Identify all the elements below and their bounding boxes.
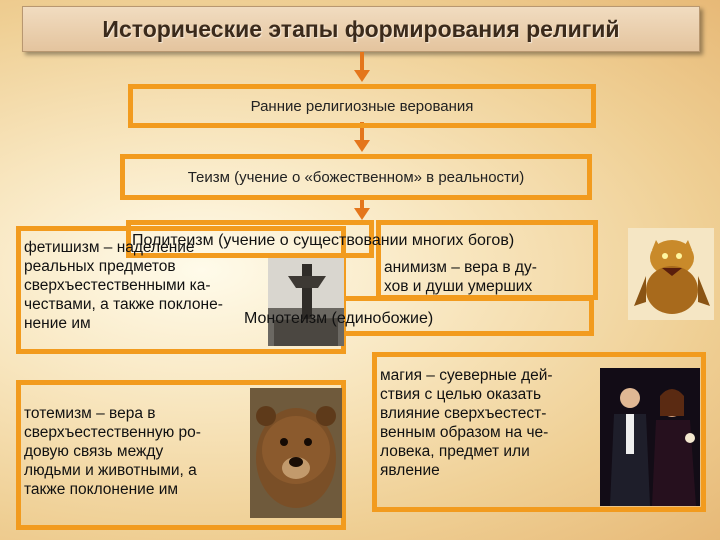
fetishism-line-4: чествами, а также поклоне-	[24, 296, 223, 313]
page-title: Исторические этапы формирования религий	[102, 15, 620, 42]
magic-line-4: венным образом на че-	[380, 424, 549, 441]
totemism-line-1: тотемизм – вера в	[24, 405, 156, 422]
magic-line-5: ловека, предмет или	[380, 443, 530, 460]
arrow-head-2	[354, 140, 370, 152]
magic-text	[380, 366, 553, 480]
title-bar	[22, 6, 700, 52]
theism-label: Теизм (учение о «божественном» в реальности)	[187, 168, 525, 186]
fetishism-text	[24, 238, 223, 333]
animism-text	[384, 258, 537, 296]
animism-line-1: анимизм – вера в ду-	[384, 259, 537, 276]
totemism-line-2: сверхъестественную ро-	[24, 424, 201, 441]
arrow-head-1	[354, 70, 370, 82]
totemism-line-5: также поклонение им	[24, 481, 179, 498]
magic-line-3: влияние сверхъестест-	[380, 405, 547, 422]
arrow-title-early	[360, 52, 364, 72]
fetishism-line-3: сверхъестественными ка-	[24, 277, 211, 294]
bear-photo	[250, 388, 342, 518]
totemism-line-3: довую связь между	[24, 443, 164, 460]
monotheism-label: Монотеизм (единобожие)	[244, 310, 434, 327]
magicians-photo	[600, 368, 700, 506]
totemism-text	[24, 404, 201, 499]
fetish-photo	[268, 258, 344, 346]
totemism-line-4: людьми и животными, а	[24, 462, 197, 479]
fetishism-line-2: реальных предметов	[24, 258, 176, 275]
early-beliefs-label: Ранние религиозные верования	[250, 97, 474, 115]
magic-line-6: явление	[380, 462, 440, 479]
fetishism-line-5: нение им	[24, 315, 91, 332]
animism-line-2: хов и души умерших	[384, 278, 533, 295]
theism-box	[120, 154, 592, 200]
fetishism-line-1: фетишизм – наделение	[24, 239, 195, 256]
magic-line-1: магия – суеверные дей-	[380, 367, 553, 384]
magic-line-2: ствия с целью оказать	[380, 386, 542, 403]
werewolf-image	[628, 228, 714, 320]
arrow-head-3	[354, 208, 370, 220]
polytheism-label: Политеизм (учение о существовании многих богов)	[132, 232, 515, 249]
early-beliefs-box	[128, 84, 596, 128]
